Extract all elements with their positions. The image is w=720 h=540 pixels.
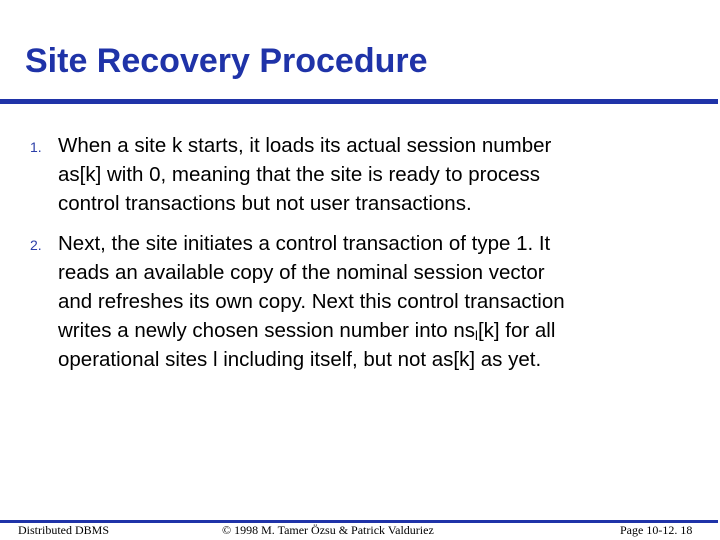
list-item-line: control transactions but not user transactions. [58,192,472,215]
line-text: writes a newly chosen session number into ns [58,319,476,342]
list-item-line: as[k] with 0, meaning that the site is ready to process [58,163,540,186]
title-divider [0,99,718,104]
list-item-line: reads an available copy of the nominal session vector [58,261,545,284]
list-item-line [58,316,698,345]
slide-title: Site Recovery Procedure [25,42,428,80]
list-item-2 [30,229,698,374]
footer-page-number: Page 10-12. 18 [620,523,693,537]
subscript-l: l [475,328,478,343]
line-text: [k] for all [477,319,556,342]
list-item-1 [30,131,698,218]
list-item-line: When a site k starts, it loads its actual session number [58,134,552,157]
list-item-number: 2. [30,237,42,253]
list-item-number: 1. [30,139,42,155]
list-item-line: and refreshes its own copy. Next this control transaction [58,290,565,313]
footer-copyright: © 1998 M. Tamer Özsu & Patrick Valduriez [222,523,434,537]
footer-course: Distributed DBMS [18,523,110,537]
list-item-line: Next, the site initiates a control transaction of type 1. It [58,232,551,255]
list-item-line: operational sites l including itself, but not as[k] as yet. [58,348,542,371]
